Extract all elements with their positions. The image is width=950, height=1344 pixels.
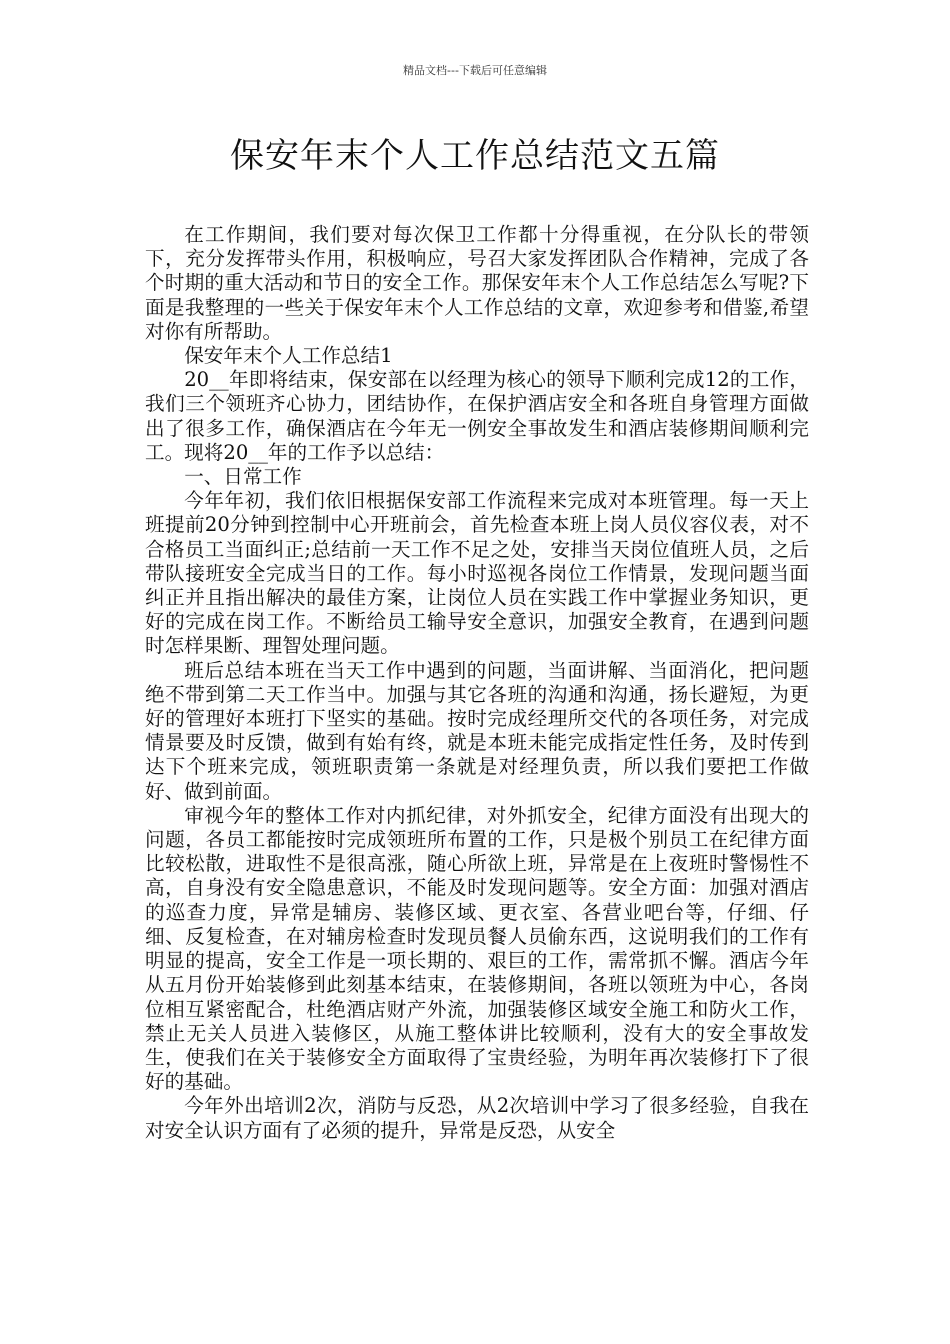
paragraph-annual-review: 审视今年的整体工作对内抓纪律，对外抓安全，纪律方面没有出现大的问题，各员工都能按时完成领班所布置的工作，只是极个别员工在纪律方面比较松散，进取性不是很高涨，随心所欲上班，异常是在上夜班时警惕性不高，自身没有安全隐患意识，不能及时发现问题等。安全方面：加强对酒店的巡查力度，异常是辅房、装修区域、更衣室、各营业吧台等，仔细、仔细、反复检查，在对辅房检查时发现员餐人员偷东西，这说明我们的工作有明显的提高，安全工作是一项长期的、艰巨的工作，需常抓不懈。酒店今年从五月份开始装修到此刻基本结束，在装修期间，各班以领班为中心，各岗位相互紧密配合，杜绝酒店财产外流，加强装修区域安全施工和防火工作，禁止无关人员进入装修区，从施工整体讲比较顺利，没有大的安全事故发生，使我们在关于装修安全方面取得了宝贵经验，为明年再次装修打下了很好的基础。 bbox=[145, 803, 809, 1094]
paragraph-daily-routine: 今年年初，我们依旧根据保安部工作流程来完成对本班管理。每一天上班提前20分钟到控制中心开班前会，首先检查本班上岗人员仪容仪表，对不合格员工当面纠正;总结前一天工作不足之处，安排当天岗位值班人员，之后带队接班安全完成当日的工作。每小时巡视各岗位工作情景，发现问题当面纠正并且指出解决的最佳方案，让岗位人员在实践工作中掌握业务知识，更好的完成在岗工作。不断给员工输导安全意识，加强安全教育，在遇到问题时怎样果断、理智处理问题。 bbox=[145, 489, 809, 658]
document-title: 保安年末个人工作总结范文五篇 bbox=[230, 136, 720, 176]
section-heading-daily-work: 一、日常工作 bbox=[184, 465, 302, 489]
paragraph-post-shift: 班后总结本班在当天工作中遇到的问题，当面讲解、当面消化，把问题绝不带到第二天工作当中。加强与其它各班的沟通和沟通，扬长避短，为更好的管理好本班打下坚实的基础。按时完成经理所交代的各项任务，对完成情景要及时反馈，做到有始有终，就是本班未能完成指定性任务，及时传到达下个班来完成，领班职责第一条就是对经理负责，所以我们要把工作做好、做到前面。 bbox=[145, 658, 809, 803]
paragraph-training: 今年外出培训2次，消防与反恐，从2次培训中学习了很多经验，自我在对安全认识方面有了必须的提升，异常是反恐，从安全 bbox=[145, 1094, 809, 1142]
document-body bbox=[145, 223, 809, 1143]
paragraph-intro: 在工作期间，我们要对每次保卫工作都十分得重视，在分队长的带领下，充分发挥带头作用，积极响应，号召大家发挥团队合作精神，完成了各个时期的重大活动和节日的安全工作。那保安年末个人工作总结怎么写呢?下面是我整理的一些关于保安年末个人工作总结的文章，欢迎参考和借鉴,希望对你有所帮助。 bbox=[145, 223, 809, 343]
paragraph-overview: 20__年即将结束，保安部在以经理为核心的领导下顺利完成12的工作，我们三个领班齐心协力，团结协作，在保护酒店安全和各班自身管理方面做出了很多工作，确保酒店在今年无一例安全事故发生和酒店装修期间顺利完工。现将20__年的工作予以总结： bbox=[145, 368, 809, 464]
section-heading-summary-1: 保安年末个人工作总结1 bbox=[184, 344, 393, 368]
page-header: 精品文档---下载后可任意编辑 bbox=[403, 64, 547, 77]
